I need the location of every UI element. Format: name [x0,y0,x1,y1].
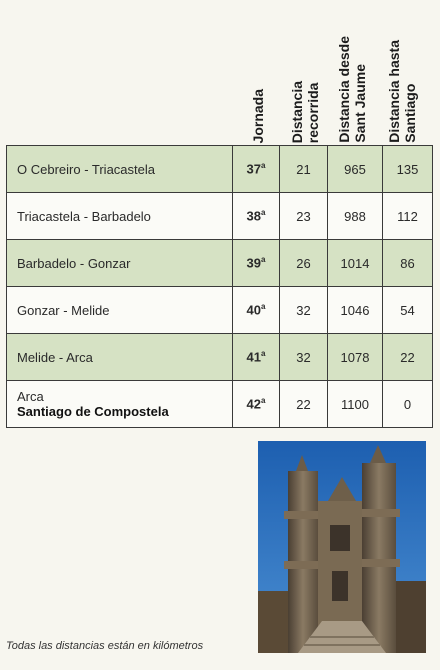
table-row [7,146,433,193]
distance-hasta-cell: 22 [383,334,433,381]
distance-recorrida-cell: 32 [280,334,328,381]
jornada-ordinal: a [261,396,266,406]
distance-hasta-cell: 54 [383,287,433,334]
cathedral-photo [258,441,426,653]
header-jornada: Jornada [250,88,266,143]
header-distancia-desde: Distancia desde Sant Jaume [336,36,368,143]
stages-table-body [7,146,433,428]
route-name: Melide - Arca [17,349,93,365]
jornada-cell [233,334,280,381]
distance-desde-cell: 1100 [328,381,383,428]
route-cell [7,287,233,334]
distance-desde-cell: 1046 [328,287,383,334]
route-name: O Cebreiro - Triacastela [17,161,155,177]
distance-recorrida-cell: 23 [280,193,328,240]
jornada-number: 42 [246,396,261,412]
route-cell [7,334,233,381]
route-cell [7,240,233,287]
distance-hasta-cell: 0 [383,381,433,428]
table-row [7,287,433,334]
distance-recorrida-cell: 21 [280,146,328,193]
distance-desde-cell: 1014 [328,240,383,287]
route-cell [7,193,233,240]
jornada-number: 38 [246,208,261,224]
jornada-cell [233,240,280,287]
table-row [7,334,433,381]
header-distancia-hasta: Distancia hasta Santiago [386,40,418,143]
jornada-cell [233,193,280,240]
jornada-number: 39 [246,255,261,271]
route-name: Arca [17,389,44,404]
stages-table [6,145,433,428]
jornada-ordinal: a [261,349,266,359]
jornada-ordinal: a [261,161,266,171]
route-cell [7,381,233,428]
jornada-ordinal: a [261,255,266,265]
distance-hasta-cell: 135 [383,146,433,193]
cathedral-image [258,441,426,653]
distance-recorrida-cell: 26 [280,240,328,287]
jornada-ordinal: a [261,208,266,218]
route-name: Barbadelo - Gonzar [17,255,131,271]
route-cell [7,146,233,193]
distance-recorrida-cell: 22 [280,381,328,428]
route-name: Gonzar - Melide [17,302,110,318]
jornada-cell [233,381,280,428]
table-row [7,381,433,428]
jornada-number: 41 [246,349,261,365]
table-row [7,193,433,240]
footnote: Todas las distancias están en kilómetros [6,640,204,652]
distance-hasta-cell: 86 [383,240,433,287]
table-row [7,240,433,287]
route-name: Triacastela - Barbadelo [17,208,151,224]
distance-hasta-cell: 112 [383,193,433,240]
jornada-ordinal: a [261,302,266,312]
header-distancia-recorrida: Distancia recorrida [289,80,321,143]
jornada-cell [233,287,280,334]
distance-desde-cell: 965 [328,146,383,193]
jornada-number: 40 [246,302,261,318]
route-name-destination: Santiago de Compostela [17,404,169,419]
jornada-cell [233,146,280,193]
jornada-number: 37 [246,161,261,177]
distance-desde-cell: 1078 [328,334,383,381]
distance-recorrida-cell: 32 [280,287,328,334]
table-header [6,0,432,145]
distance-desde-cell: 988 [328,193,383,240]
